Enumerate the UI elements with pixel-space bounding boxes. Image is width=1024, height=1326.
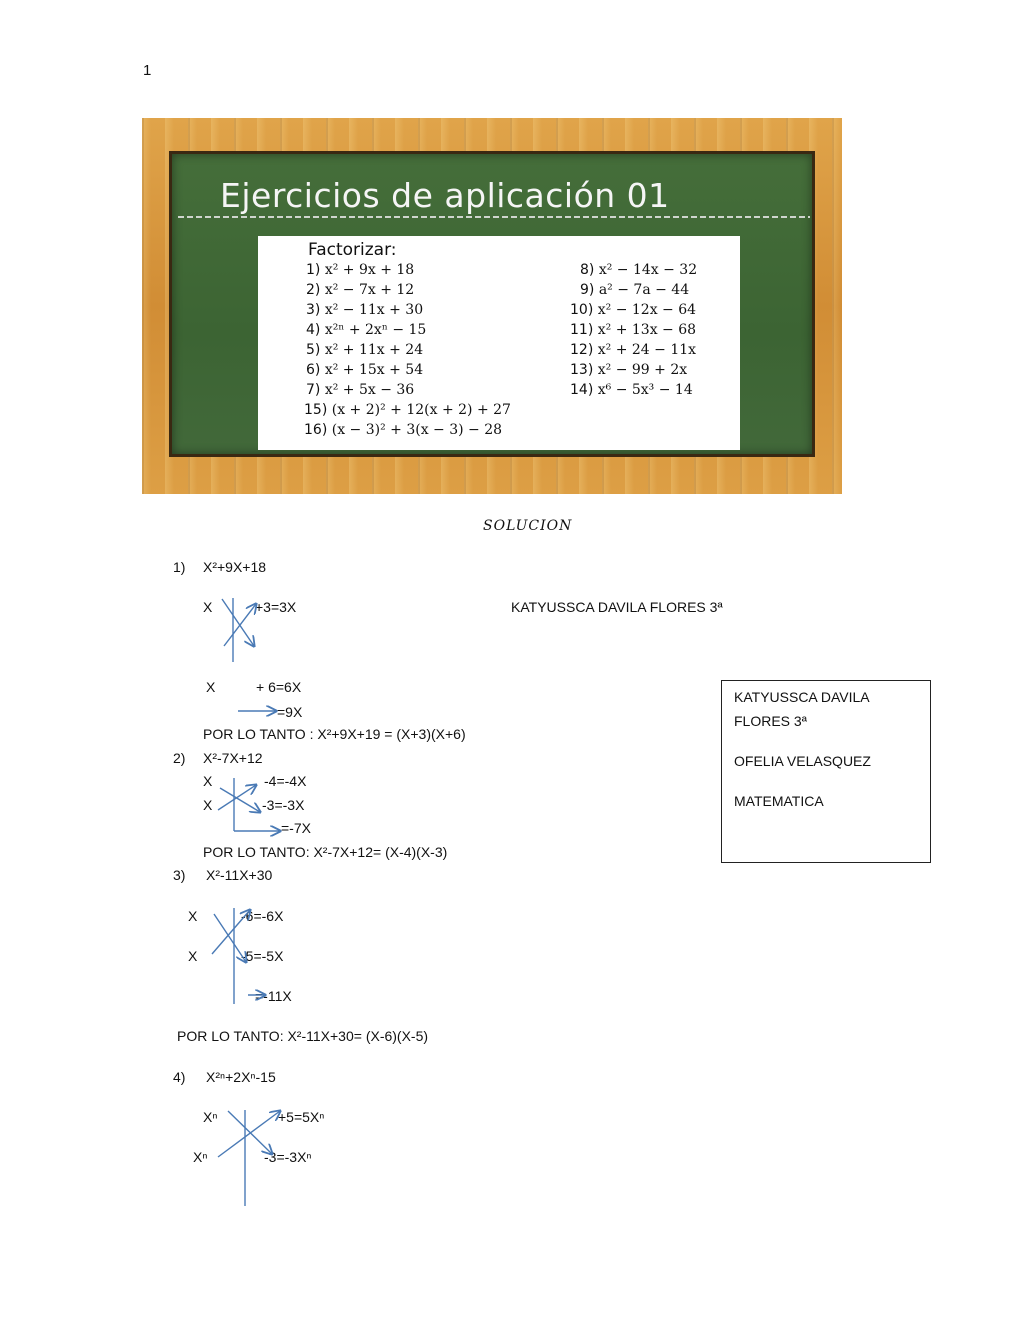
exercise-item: 13) x² − 99 + 2x: [570, 362, 688, 378]
info-student-name: KATYUSSCA DAVILA: [734, 689, 870, 705]
problem-expression: X²+9X+18: [203, 559, 267, 575]
cross-arrow: [224, 604, 256, 646]
exercise-item: 14) x⁶ − 5x³ − 14: [570, 382, 693, 398]
cross-arrow: [222, 599, 254, 646]
conclusion: POR LO TANTO: X²-7X+12= (X-4)(X-3): [203, 844, 448, 860]
exercise-item: 9) a² − 7a − 44: [580, 282, 690, 298]
factor-term: +3=3X: [255, 599, 297, 615]
factor-x: X: [188, 908, 198, 924]
exercise-item: 3) x² − 11x + 30: [306, 302, 424, 318]
factor-x: X: [203, 599, 213, 615]
problem-expression: X²ⁿ+2Xⁿ-15: [206, 1069, 276, 1085]
factor-term: + 6=6X: [256, 679, 302, 695]
exercise-item: 12) x² + 24 − 11x: [570, 342, 697, 358]
factor-x: Xⁿ: [193, 1149, 208, 1165]
card-title: Factorizar:: [308, 240, 397, 260]
sum-term: =-11X: [255, 988, 292, 1004]
factor-term: -3=-3X: [262, 797, 305, 813]
exercise-item: 11) x² + 13x − 68: [570, 322, 697, 338]
problem-number: 1): [173, 559, 186, 575]
cross-arrow: [228, 1111, 272, 1154]
info-teacher: OFELIA VELASQUEZ: [734, 753, 871, 769]
exercise-item: 7) x² + 5x − 36: [306, 382, 415, 398]
solution-title: SOLUCION: [483, 518, 573, 534]
page-number: 1: [143, 62, 152, 79]
factor-x: Xⁿ: [203, 1109, 218, 1125]
exercise-item: 15) (x + 2)² + 12(x + 2) + 27: [304, 402, 511, 418]
factor-term: -3=-3Xⁿ: [264, 1149, 312, 1165]
problem-number: 4): [173, 1069, 186, 1085]
cross-arrow: [218, 1111, 280, 1157]
problem-number: 3): [173, 867, 186, 883]
exercise-item: 1) x² + 9x + 18: [306, 262, 415, 278]
banner-title: Ejercicios de aplicación 01: [220, 176, 670, 215]
info-student-grade: FLORES 3ª: [734, 713, 807, 729]
conclusion: POR LO TANTO: X²-11X+30= (X-6)(X-5): [177, 1028, 429, 1044]
exercise-item: 16) (x − 3)² + 3(x − 3) − 28: [304, 422, 503, 438]
info-subject: MATEMATICA: [734, 793, 824, 809]
exercise-item: 10) x² − 12x − 64: [570, 302, 697, 318]
factor-x: X: [206, 679, 216, 695]
factor-term: -4=-4X: [264, 773, 307, 789]
exercise-item: 6) x² + 15x + 54: [306, 362, 424, 378]
factor-x: X: [203, 797, 213, 813]
factor-term: +5=5Xⁿ: [278, 1109, 325, 1125]
factor-x: X: [203, 773, 213, 789]
problem-expression: X²-7X+12: [203, 750, 263, 766]
cross-arrow: [212, 910, 250, 954]
exercise-item: 4) x²ⁿ + 2xⁿ − 15: [306, 322, 427, 338]
cross-arrow: [220, 788, 260, 812]
author-name: KATYUSSCA DAVILA FLORES 3ª: [511, 599, 723, 615]
factor-term: -6=-6X: [241, 908, 284, 924]
exercise-item: 2) x² − 7x + 12: [306, 282, 415, 298]
factor-term: -5=-5X: [241, 948, 284, 964]
exercise-item: 5) x² + 11x + 24: [306, 342, 424, 358]
exercise-item: 8) x² − 14x − 32: [580, 262, 698, 278]
factor-x: X: [188, 948, 198, 964]
sum-term: =9X: [277, 704, 303, 720]
conclusion: POR LO TANTO : X²+9X+19 = (X+3)(X+6): [203, 726, 466, 742]
problem-number: 2): [173, 750, 186, 766]
problem-expression: X²-11X+30: [206, 867, 273, 883]
sum-term: =-7X: [281, 820, 311, 836]
